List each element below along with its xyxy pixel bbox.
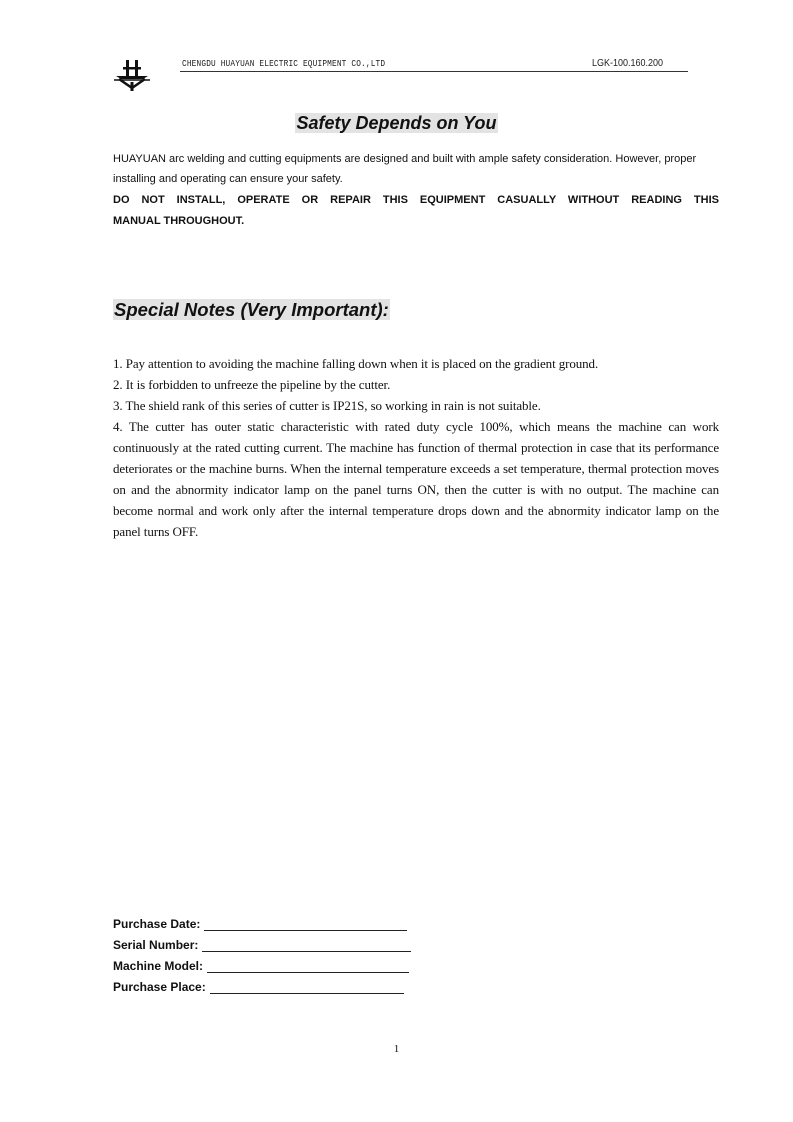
note-item-1: 1. Pay attention to avoiding the machine falling down when it is placed on the gradient ground. xyxy=(113,356,599,371)
purchase-date-label: Purchase Date: xyxy=(113,917,201,931)
header-model-number: LGK-100.160.200 xyxy=(592,58,664,69)
serial-number-label: Serial Number: xyxy=(113,938,199,952)
header-rule xyxy=(180,71,688,72)
note-item-4: 4. The cutter has outer static characteristic with rated duty cycle 100%, which means the machine can work continuously at the rated cutting current. The machine has function of thermal protection in case that its performance deteriorates or the machine burns. When the internal temperature exceeds a set temperature, thermal protection moves on and the abnormity indicator lamp on the panel turns ON, then the cutter is with no output. The machine can become normal and work only after the internal temperature drops down and the abnormity indicator lamp on the panel turns OFF. xyxy=(113,419,719,539)
machine-model-label: Machine Model: xyxy=(113,959,204,973)
purchase-place-label: Purchase Place: xyxy=(113,980,206,994)
safety-warning xyxy=(113,190,719,231)
page-number: 1 xyxy=(393,1043,400,1055)
purchase-date-row xyxy=(113,917,407,931)
serial-number-row xyxy=(113,938,411,952)
safety-title-text: Safety Depends on You xyxy=(296,113,497,133)
safety-warning-line-1: DO NOT INSTALL, OPERATE OR REPAIR THIS EQUIPMENT CASUALLY WITHOUT READING THIS xyxy=(113,194,719,206)
purchase-date-field[interactable] xyxy=(204,918,407,931)
serial-number-field[interactable] xyxy=(202,939,411,952)
note-item-3: 3. The shield rank of this series of cutter is IP21S, so working in rain is not suitable. xyxy=(113,398,541,413)
machine-model-row xyxy=(113,959,409,973)
safety-paragraph: HUAYUAN arc welding and cutting equipments are designed and built with ample safety consideration. However, proper installing and operating can ensure your safety. xyxy=(113,153,697,185)
header-company-name: CHENGDU HUAYUAN ELECTRIC EQUIPMENT CO.,LTD xyxy=(182,58,386,69)
huayuan-logo-icon xyxy=(110,58,154,92)
safety-warning-line-2: MANUAL THROUGHOUT. xyxy=(113,214,245,227)
special-notes-title xyxy=(113,299,390,321)
machine-model-field[interactable] xyxy=(207,960,409,973)
purchase-place-row xyxy=(113,980,404,994)
note-item-2: 2. It is forbidden to unfreeze the pipeline by the cutter. xyxy=(113,377,391,392)
safety-title xyxy=(0,113,793,134)
special-notes-title-text: Special Notes (Very Important): xyxy=(114,299,389,320)
purchase-place-field[interactable] xyxy=(210,981,404,994)
